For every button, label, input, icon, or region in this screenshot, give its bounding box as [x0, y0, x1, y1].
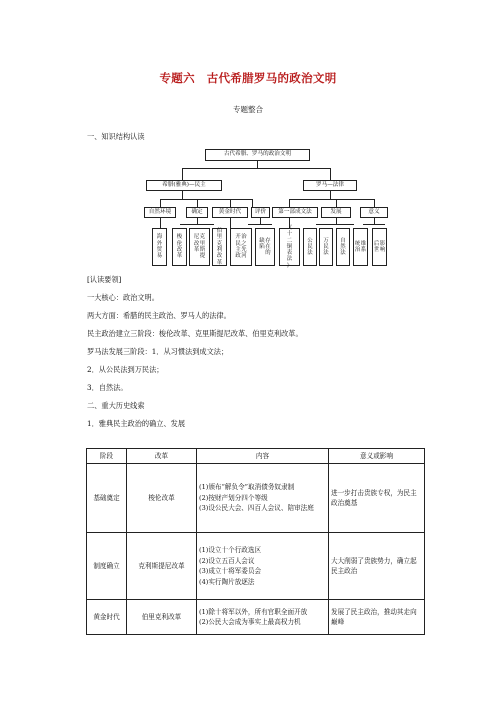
connector-line — [182, 168, 330, 169]
section-heading-clues: 二、重大历史线索 — [87, 401, 145, 410]
diagram-leaf-node: 自 然 法 — [336, 228, 350, 266]
impact-cell: 大大削弱了贵族势力，确立起民主政治 — [329, 533, 425, 600]
stage-cell: 基础奠定 — [87, 464, 127, 533]
table-header-cell: 改革 — [127, 449, 197, 464]
connector-line — [160, 218, 161, 228]
subsection-heading: 1．雅典民主政治的确立、发展 — [87, 419, 186, 428]
content-cell — [197, 464, 329, 533]
impact-cell: 发展了民主政治，推动其走向巅峰 — [329, 600, 425, 635]
connector-line — [230, 218, 231, 228]
diagram-leaf-node: 伯 里 克 利 改 革 — [212, 228, 227, 266]
connector-line — [252, 199, 253, 207]
table-row — [87, 464, 425, 533]
diagram-node-first-written-law: 第一部成文法 — [272, 207, 318, 218]
diagram-node-environment: 自然环境 — [144, 207, 176, 218]
content-line: (3)设公民大会、四百人会议、陪审法庭 — [199, 504, 314, 513]
notes-line: 2．从公民法到万民法； — [87, 365, 164, 374]
diagram-greece-box: 希腊(雅典)—民主 — [146, 180, 222, 191]
connector-line — [289, 199, 374, 200]
diagram-leaf-node: 海 外 贸 易 — [152, 228, 167, 266]
connector-line — [197, 199, 198, 207]
connector-line — [289, 199, 290, 207]
diagram-leaf-node: 开 民 主 政 治 之 先 河 — [230, 228, 252, 266]
content-line: (1)除十将军以外，所有官职全面开放 — [199, 607, 308, 616]
diagram-leaf-node: 万 民 法 — [319, 228, 333, 266]
table-row — [87, 533, 425, 600]
connector-line — [160, 199, 252, 200]
diagram-node-significance: 意义 — [360, 207, 388, 218]
connector-line — [316, 224, 354, 225]
connector-line — [257, 161, 258, 168]
section-heading-structure: 一、知识结构认读 — [87, 132, 145, 141]
connector-line — [160, 199, 161, 207]
page-title: 专题六 古代希腊罗马的政治文明 — [159, 71, 337, 85]
reform-cell: 伯里克利改革 — [127, 600, 197, 635]
diagram-leaf-node: 梭 伦 改 革 — [172, 228, 187, 266]
notes-heading: [认读要领] — [87, 275, 122, 284]
connector-line — [180, 224, 214, 225]
diagram-leaf-node: 统 治 维 系 — [353, 228, 368, 266]
content-cell — [197, 533, 329, 600]
diagram-leaf-node: 后 世 影 响 — [372, 228, 387, 266]
table-header-cell: 内容 — [197, 449, 329, 464]
connector-line — [374, 199, 375, 207]
notes-line: 一大核心：政治文明。 — [87, 293, 159, 302]
content-line: (2)设立五百人会议 — [199, 556, 255, 565]
diagram-rome-box: 罗马—法律 — [303, 180, 357, 191]
content-line: (2)按财产划分四个等级 — [199, 493, 268, 502]
notes-line: 民主政治建立三阶段：梭伦改革、克里斯提尼改革、伯里克利改革。 — [87, 329, 303, 338]
diagram-leaf-node: 尼 改 革 克 里 斯 提 — [189, 228, 210, 266]
connector-line — [330, 191, 331, 199]
stage-cell: 制度确立 — [87, 533, 127, 600]
diagram-leaf-node: 《 十 二 铜 表 法 》 — [279, 228, 300, 266]
connector-line — [182, 168, 183, 180]
notes-line: 罗马法发展三阶段：1．从习惯法到成文法； — [87, 347, 229, 356]
notes-line: 两大方面：希腊的民主政治、罗马人的法律。 — [87, 311, 231, 320]
connector-line — [182, 191, 183, 199]
notes-line: 3．自然法。 — [87, 383, 128, 392]
diagram-leaf-node: 公 民 法 — [303, 228, 317, 266]
content-cell — [197, 600, 329, 635]
reform-cell: 克利斯提尼改革 — [127, 533, 197, 600]
impact-cell: 进一步打击贵族专权，为民主政治奠基 — [329, 464, 425, 533]
reform-table — [86, 448, 425, 635]
connector-line — [363, 224, 385, 225]
connector-line — [336, 199, 337, 207]
stage-cell: 黄金时代 — [87, 600, 127, 635]
connector-line — [330, 168, 331, 180]
content-line: (3)成立十将军委员会 — [199, 567, 262, 575]
diagram-node-development: 发展 — [321, 207, 351, 218]
diagram-root-box: 古代希腊、罗马的政治文明 — [205, 149, 310, 161]
table-header-cell: 阶段 — [87, 449, 127, 464]
table-row — [87, 600, 425, 635]
diagram-node-golden-age: 黄金时代 — [212, 207, 248, 218]
reform-cell: 梭伦改革 — [127, 464, 197, 533]
diagram-node-establish: 确定 — [186, 207, 208, 218]
content-line: (1)设立十个行政选区 — [199, 546, 262, 554]
table-header-row — [87, 449, 425, 464]
content-line: (4)实行陶片放逐法 — [199, 577, 255, 586]
connector-line — [248, 224, 272, 225]
diagram-leaf-node: 缺 陷 存 在 的 — [255, 228, 275, 266]
table-header-cell: 意义或影响 — [329, 449, 425, 464]
content-line: (1)颁布“解负令”取消债务奴隶制 — [199, 483, 295, 492]
diagram-node-evaluation: 评价 — [251, 207, 270, 218]
page-subtitle: 专题整合 — [233, 105, 263, 114]
content-line: (2)公民大会成为事实上最高权力机 — [199, 618, 301, 626]
connector-line — [230, 199, 231, 207]
